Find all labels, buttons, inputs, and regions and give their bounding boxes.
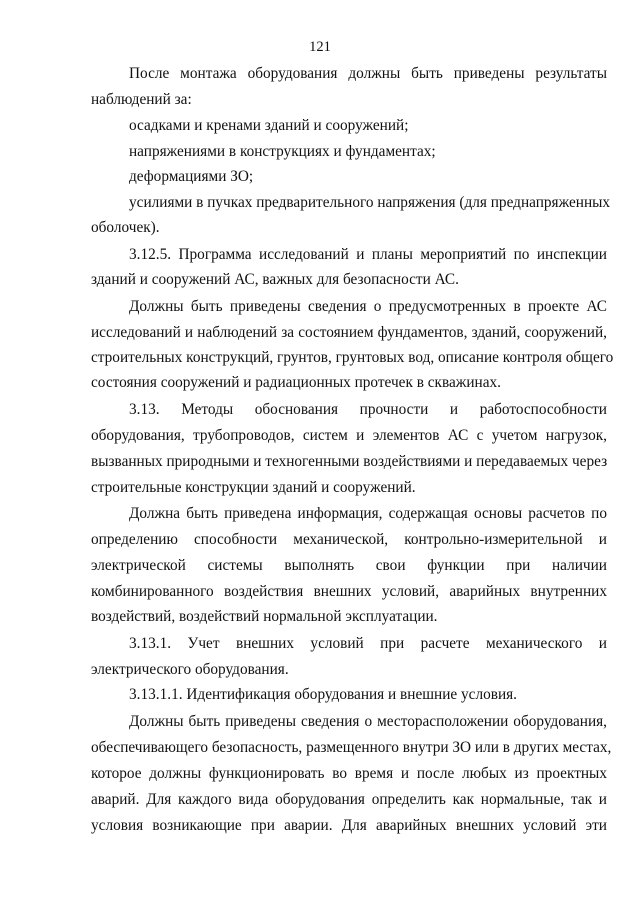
text-line: комбинированного воздействия внешних условий, аварийных внутренних (91, 583, 607, 600)
text-line: деформациями ЗО; (129, 168, 254, 185)
text-line: состояния сооружений и радиационных протечек в скважинах. (91, 374, 501, 391)
text-line: строительные конструкции зданий и сооружений. (91, 479, 416, 496)
text-line: осадками и кренами зданий и сооружений; (129, 117, 409, 134)
text-line: вызванных природными и техногенными воздействиями и передаваемых через (91, 453, 608, 470)
text-line: 3.13.1. Учет внешних условий при расчете механического и (129, 635, 607, 652)
text-line: напряжениями в конструкциях и фундаментах; (129, 143, 436, 160)
text-line: 3.13.1.1. Идентификация оборудования и внешние условия. (129, 686, 518, 703)
text-line: наблюдений за: (91, 91, 192, 108)
text-line: зданий и сооружений АС, важных для безопасности АС. (91, 271, 459, 288)
text-line: которое должны функционировать во время и после любых из проектных (91, 765, 607, 782)
text-line: воздействий, воздействий нормальной эксплуатации. (91, 608, 438, 625)
text-line: Должны быть приведены сведения о месторасположении оборудования, (129, 713, 607, 730)
text-line: электрической системы выполнять свои функции при наличии (91, 557, 607, 574)
text-line: исследований и наблюдений за состоянием фундаментов, зданий, сооружений, (91, 324, 607, 341)
text-line: обеспечивающего безопасность, размещенного внутри ЗО или в других местах, (91, 739, 612, 756)
text-line: усилиями в пучках предварительного напряжения (для преднапряженных (129, 194, 611, 211)
text-line: 3.13. Методы обоснования прочности и работоспособности (129, 401, 607, 418)
page-number: 121 (309, 39, 331, 55)
text-line: электрического оборудования. (91, 661, 289, 678)
text-line: После монтажа оборудования должны быть приведены результаты (129, 65, 607, 82)
text-line: Должны быть приведены сведения о предусмотренных в проекте АС (129, 298, 607, 315)
text-line: определению способности механической, контрольно-измерительной и (91, 531, 607, 548)
text-line: условия возникающие при аварии. Для аварийных внешних условий эти (91, 817, 607, 834)
text-line: аварий. Для каждого вида оборудования определить как нормальные, так и (91, 791, 607, 808)
text-line: оболочек). (91, 219, 160, 236)
text-line: Должна быть приведена информация, содержащая основы расчетов по (129, 505, 607, 522)
text-line: 3.12.5. Программа исследований и планы мероприятий по инспекции (129, 246, 607, 263)
text-line: строительных конструкций, грунтов, грунтовых вод, описание контроля общего (91, 349, 614, 366)
text-line: оборудования, трубопроводов, систем и элементов АС с учетом нагрузок, (91, 427, 607, 444)
